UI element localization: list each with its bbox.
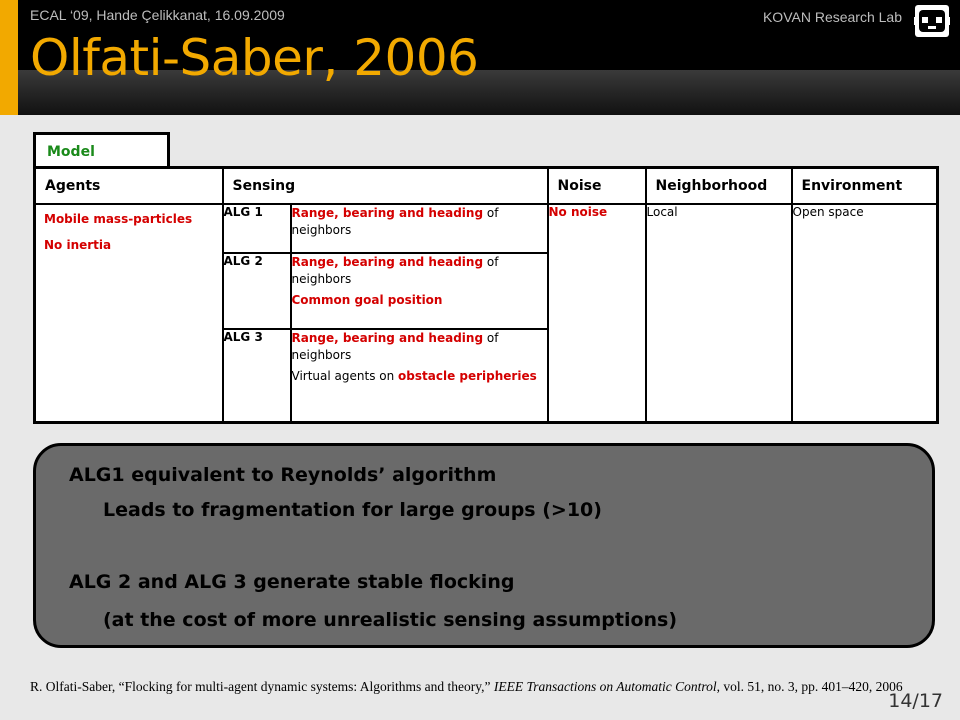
- agents-line-1: Mobile mass-particles: [44, 212, 193, 226]
- citation-prefix: R. Olfati-Saber, “Flocking for multi-agent dynamic systems: Algorithms and theory,”: [30, 679, 494, 694]
- accent-bar: [0, 0, 18, 115]
- summary-line-3: ALG 2 and ALG 3 generate stable flocking: [69, 571, 515, 593]
- alg-2-sensing: [291, 253, 548, 329]
- alg-1-label: ALG 1: [223, 204, 291, 253]
- robot-face-icon: [914, 4, 950, 38]
- alg-2-sensing-red: Range, bearing and heading: [291, 255, 484, 269]
- header-environment: Environment: [792, 168, 938, 205]
- header-agents: Agents: [35, 168, 223, 205]
- alg-1-sensing: [291, 204, 548, 253]
- header-neighborhood: Neighborhood: [646, 168, 792, 205]
- agents-line-2: No inertia: [44, 238, 112, 252]
- alg-1-sensing-plain: of neighbors: [291, 206, 499, 237]
- page-number: 14/17: [888, 690, 943, 712]
- summary-line-4: (at the cost of more unrealistic sensing assumptions): [103, 609, 678, 631]
- environment-cell: Open space: [792, 204, 938, 423]
- citation-suffix: , vol. 51, no. 3, pp. 401–420, 2006: [716, 679, 903, 694]
- summary-box: [33, 443, 935, 648]
- header-noise: Noise: [548, 168, 646, 205]
- citation: [30, 677, 950, 696]
- alg-2-sensing-plain: of neighbors: [291, 255, 499, 286]
- citation-journal: IEEE Transactions on Automatic Control: [493, 679, 717, 694]
- summary-line-1: ALG1 equivalent to Reynolds’ algorithm: [69, 464, 497, 486]
- alg-3-obstacle: obstacle peripheries: [398, 369, 537, 383]
- alg-3-label: ALG 3: [223, 329, 291, 423]
- noise-cell: No noise: [548, 204, 646, 423]
- header-sensing: Sensing: [223, 168, 548, 205]
- alg-3-sensing: [291, 329, 548, 423]
- model-tab-label: Model: [47, 144, 95, 160]
- table-header-row: [35, 168, 938, 205]
- alg-3-virtual-prefix: Virtual agents on: [291, 369, 399, 383]
- table-row: [35, 204, 938, 253]
- agents-cell: [35, 204, 223, 423]
- alg-3-sensing-red: Range, bearing and heading: [291, 331, 484, 345]
- slide-header: [0, 0, 960, 115]
- slide-title: Olfati-Saber, 2006: [30, 29, 479, 87]
- presentation-meta: ECAL ‘09, Hande Çelikkanat, 16.09.2009: [30, 7, 285, 23]
- alg-3-sensing-plain: of neighbors: [291, 331, 499, 362]
- model-table: [33, 166, 939, 424]
- alg-2-label: ALG 2: [223, 253, 291, 329]
- neighborhood-cell: Local: [646, 204, 792, 423]
- summary-line-2: Leads to fragmentation for large groups (>10): [103, 499, 602, 521]
- alg-2-goal: Common goal position: [291, 293, 443, 307]
- alg-1-sensing-red: Range, bearing and heading: [291, 206, 484, 220]
- model-tab: [33, 132, 170, 166]
- lab-name: KOVAN Research Lab: [762, 9, 902, 25]
